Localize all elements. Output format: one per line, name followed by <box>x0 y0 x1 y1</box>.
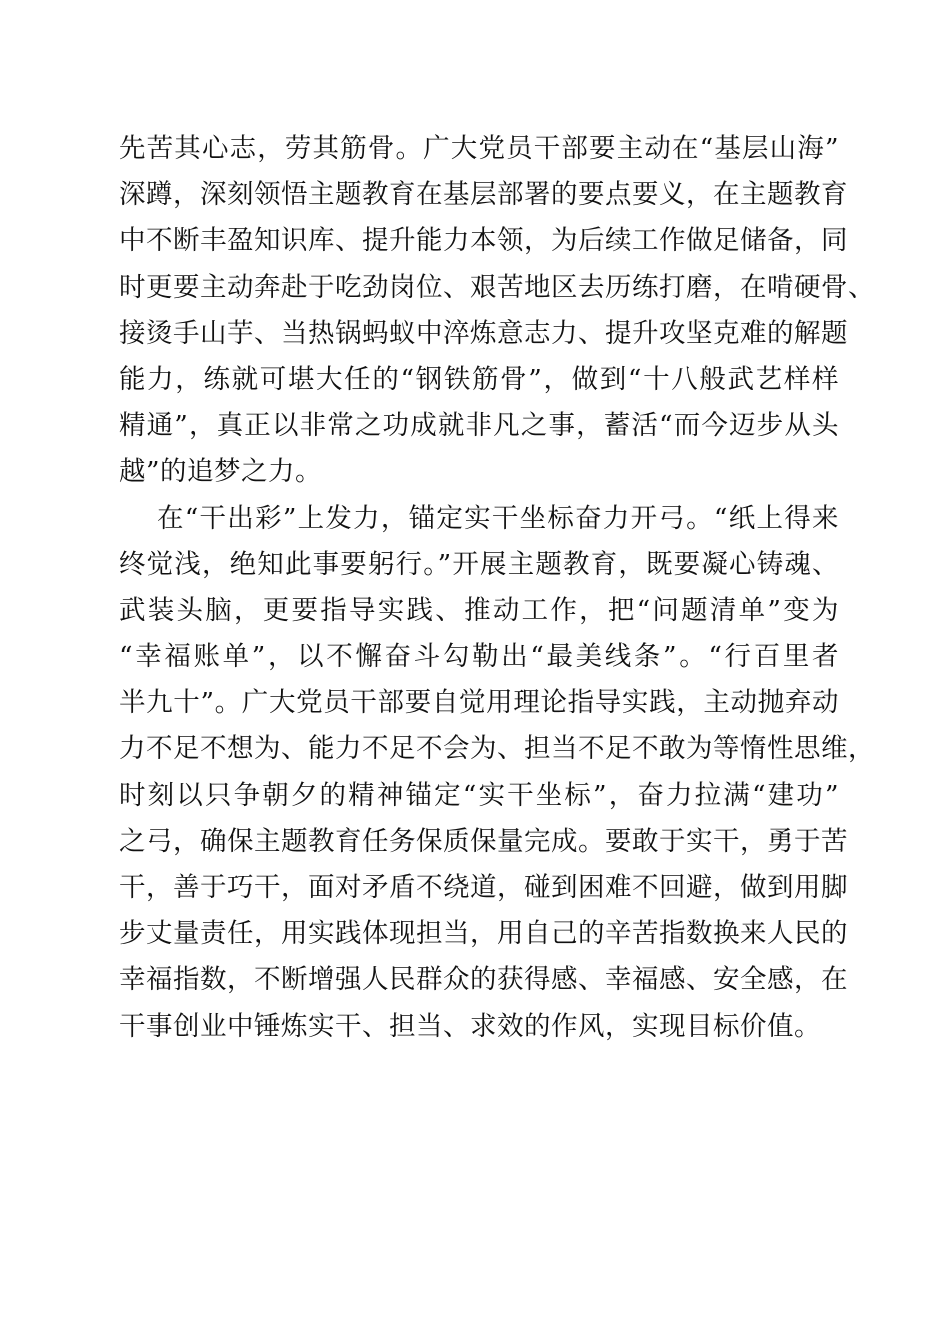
text-line: 在“干出彩”上发力，锚定实干坐标奋力开弓。“纸上得来 <box>157 502 839 534</box>
text-line: 干，善于巧干，面对矛盾不绕道，碰到困难不回避，做到用脚 <box>119 872 848 903</box>
document-body <box>119 126 875 1050</box>
text-line: 步丈量责任，用实践体现担当，用自己的辛苦指数换来人民的 <box>119 918 848 950</box>
paragraph-1 <box>119 126 875 496</box>
text-line: 能力，练就可堪大任的“钢铁筋骨”，做到“十八般武艺样样 <box>119 363 839 395</box>
text-line: 中不断丰盈知识库、提升能力本领，为后续工作做足储备，同 <box>119 225 848 257</box>
text-line: 时刻以只争朝夕的精神锚定“实干坐标”，奋力拉满“建功” <box>119 779 839 811</box>
text-line: 力不足不想为、能力不足不会为、担当不足不敢为等惰性思维， <box>119 733 875 765</box>
text-line: 终觉浅，绝知此事要躬行。”开展主题教育，既要凝心铸魂、 <box>119 548 839 580</box>
text-line: 武装头脑，更要指导实践、推动工作，把“问题清单”变为 <box>119 594 839 626</box>
text-line: 干事创业中锤炼实干、担当、求效的作风，实现目标价值。 <box>119 1010 821 1042</box>
text-line: 越”的追梦之力。 <box>119 456 323 488</box>
paragraph-2 <box>119 496 875 1050</box>
text-line: 先苦其心志，劳其筋骨。广大党员干部要主动在“基层山海” <box>119 133 839 164</box>
text-line: 之弓，确保主题教育任务保质保量完成。要敢于实干，勇于苦 <box>119 825 848 857</box>
text-line: “幸福账单”，以不懈奋斗勾勒出“最美线条”。“行百里者 <box>119 641 839 673</box>
text-line: 幸福指数，不断增强人民群众的获得感、幸福感、安全感，在 <box>119 964 848 996</box>
text-line: 接烫手山芋、当热锅蚂蚁中淬炼意志力、提升攻坚克难的解题 <box>119 317 848 349</box>
text-line: 时更要主动奔赴于吃劲岗位、艰苦地区去历练打磨，在啃硬骨、 <box>119 271 875 303</box>
text-line: 深蹲，深刻领悟主题教育在基层部署的要点要义，在主题教育 <box>119 179 848 211</box>
text-line: 精通”，真正以非常之功成就非凡之事，蓄活“而今迈步从头 <box>119 410 839 442</box>
text-line: 半九十”。广大党员干部要自觉用理论指导实践，主动抛弃动 <box>119 687 839 719</box>
